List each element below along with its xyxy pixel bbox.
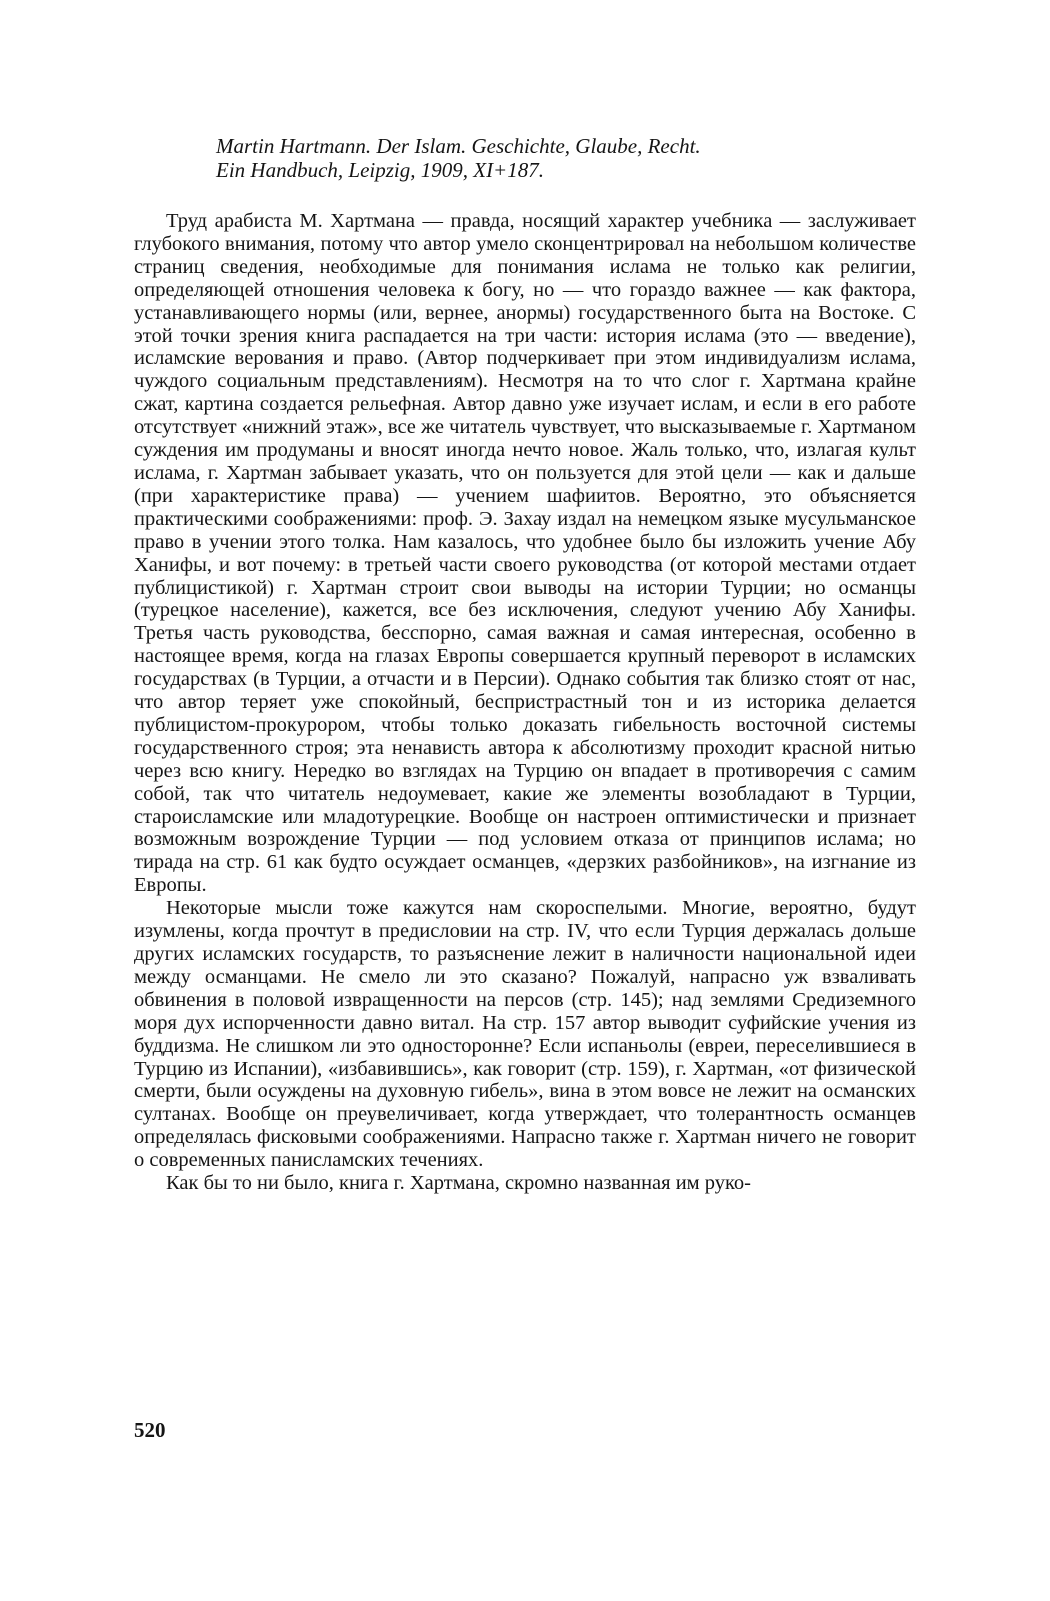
page-content (134, 134, 916, 1195)
paragraph-2: Некоторые мысли тоже кажутся нам скороспелыми. Многие, вероятно, будут изумлены, когда прочтут в предисловии на стр. IV, что если Турция держалась дольше других исламских государств, то разъяснение лежит в наличности национальной идеи между османцами. Не смело ли это сказано? Пожалуй, напрасно уж взваливать обвинения в половой извращенности на персов (стр. 145); над землями Средиземного моря дух испорченности давно витал. На стр. 157 автор выводит суфийские учения из буддизма. Не слишком ли это односторонне? Если испаньолы (евреи, переселившиеся в Турцию из Испании), «избавившись», как говорит (стр. 159), г. Хартман, «от физической смерти, были осуждены на духовную гибель», вина в этом вовсе не лежит на османских султанах. Вообще он преувеличивает, когда утверждает, что толерантность османцев определялась фисковыми соображениями. Напрасно также г. Хартман ничего не говорит о современных панисламских течениях. (134, 897, 916, 1172)
page-number: 520 (134, 1418, 166, 1442)
paragraph-3: Как бы то ни было, книга г. Хартмана, скромно названная им руко- (166, 1172, 752, 1195)
heading-line-2: Ein Handbuch, Leipzig, 1909, XI+187. (216, 158, 544, 182)
bibliographic-heading (216, 134, 916, 182)
review-body (134, 210, 916, 1195)
heading-line-1: Martin Hartmann. Der Islam. Geschichte, Glaube, Recht. (216, 134, 701, 158)
paragraph-1: Труд арабиста М. Хартмана — правда, носящий характер учебника — заслуживает глубокого внимания, потому что автор умело сконцентрировал на небольшом количестве страниц сведения, необходимые для понимания ислама не только как религии, определяющей отношения человека к богу, но — что гораздо важнее — как фактора, устанавливающего нормы (или, вернее, анормы) государственного быта на Востоке. С этой точки зрения книга распадается на три части: история ислама (это — введение), исламские верования и право. (Автор подчеркивает при этом индивидуализм ислама, чуждого социальным представлениям). Несмотря на то что слог г. Хартмана крайне сжат, картина создается рельефная. Автор давно уже изучает ислам, и если в его работе отсутствует «нижний этаж», все же читатель чувствует, что высказываемые г. Хартманом суждения им продуманы и вносят иногда нечто новое. Жаль только, что, излагая культ ислама, г. Хартман забывает указать, что он пользуется для этой цели — как и дальше (при характеристике права) — учением шафиитов. Вероятно, это объясняется практическими соображениями: проф. Э. Захау издал на немецком языке мусульманское право в учении этого толка. Нам казалось, что удобнее было бы изложить учение Абу Ханифы, и вот почему: в третьей части своего руководства (от которой местами отдает публицистикой) г. Хартман строит свои выводы на истории Турции; но османцы (турецкое население), кажется, все без исключения, следуют учению Абу Ханифы. Третья часть руководства, бесспорно, самая важная и самая интересная, особенно в настоящее время, когда на глазах Европы совершается крупный переворот в исламских государствах (в Турции, а отчасти и в Персии). Однако события так близко стоят от нас, что автор теряет уже спокойный, беспристрастный тон и из историка делается публицистом-прокурором, чтобы только доказать гибельность восточной системы государственного строя; эта ненависть автора к абсолютизму проходит красной нитью через всю книгу. Нередко во взглядах на Турцию он впадает в противоречия с самим собой, так что читатель недоумевает, какие же элементы возобладают в Турции, староисламские или младотурецкие. Вообще он настроен оптимистически и признает возможным возрождение Турции — под условием отказа от принципов ислама; но тирада на стр. 61 как будто осуждает османцев, «дерзких разбойников», на изгнание из Европы. (134, 210, 916, 897)
